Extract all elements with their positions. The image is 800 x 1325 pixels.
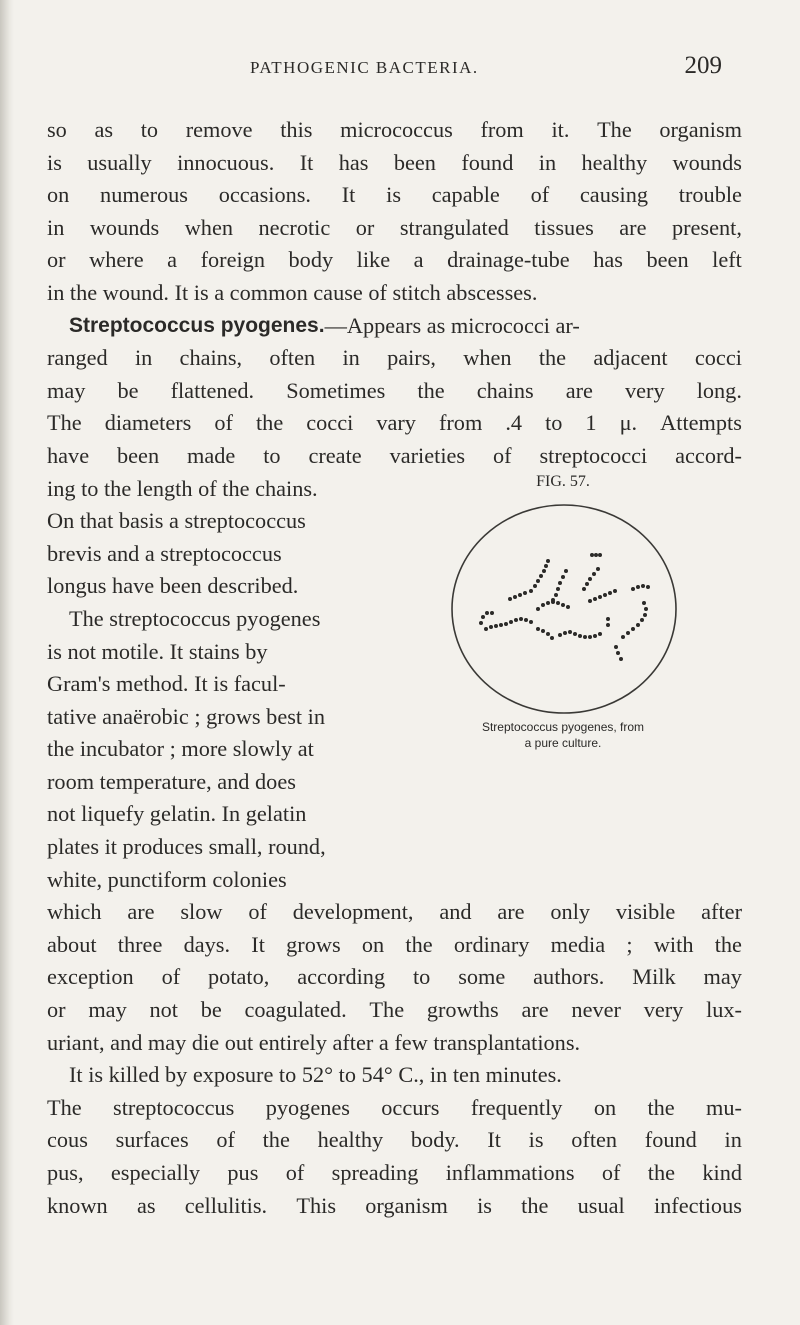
text-line-narrow: not liquefy gelatin. In gelatin: [47, 801, 307, 827]
section-first-line: [47, 310, 742, 343]
text-line: or may not be coagulated. The growths are never very lux-: [47, 997, 742, 1023]
text-line-narrow: The streptococcus pyogenes: [69, 605, 321, 631]
text-line: or where a foreign body like a drainage-tube has been left: [47, 247, 742, 273]
text-line-narrow: white, punctiform colonies: [47, 866, 287, 892]
text-line: exception of potato, according to some authors. Milk may: [47, 964, 742, 990]
text-line-narrow: longus have been described.: [47, 573, 299, 599]
text-line-narrow: brevis and a streptococcus: [47, 540, 282, 566]
microscope-field-circle: [452, 505, 676, 713]
figure-57: [418, 473, 708, 773]
text-line-narrow: Gram's method. It is facul-: [47, 671, 286, 697]
text-line: The diameters of the cocci vary from .4 to 1 μ. Attempts: [47, 410, 742, 436]
text-line-narrow: room temperature, and does: [47, 768, 296, 794]
text-line: is usually innocuous. It has been found in healthy wounds: [47, 149, 742, 175]
text-line: ranged in chains, often in pairs, when the adjacent cocci: [47, 345, 742, 371]
text-line-narrow: On that basis a streptococcus: [47, 508, 306, 534]
text-line: It is killed by exposure to 52° to 54° C., in ten minutes.: [69, 1062, 562, 1088]
text-line: in wounds when necrotic or strangulated tissues are present,: [47, 214, 742, 240]
text-line: which are slow of development, and are only visible after: [47, 899, 742, 925]
text-line-narrow: plates it produces small, round,: [47, 834, 326, 860]
text-line: about three days. It grows on the ordinary media ; with the: [47, 931, 742, 957]
text-line-narrow: the incubator ; more slowly at: [47, 736, 314, 762]
page-number: 209: [684, 52, 722, 79]
text-line: may be flattened. Sometimes the chains are very long.: [47, 377, 742, 403]
page-edge-shadow: [0, 0, 14, 1325]
text-line: so as to remove this micrococcus from it. The organism: [47, 117, 742, 142]
figure-label: FIG. 57.: [536, 473, 590, 490]
section-heading: Streptococcus pyogenes.: [69, 313, 325, 337]
section-first-line-rest: —Appears as micrococci ar-: [324, 312, 580, 338]
text-line-narrow: is not motile. It stains by: [47, 638, 268, 664]
text-line: have been made to create varieties of streptococci accord-: [47, 442, 742, 468]
text-line-narrow: ing to the length of the chains.: [47, 475, 318, 501]
running-head: [250, 52, 722, 88]
text-line: known as cellulitis. This organism is the usual infectious: [47, 1192, 742, 1218]
running-title: PATHOGENIC BACTERIA.: [250, 58, 479, 77]
text-line: The streptococcus pyogenes occurs frequently on the mu-: [47, 1094, 742, 1120]
figure-caption: [418, 719, 708, 751]
text-line: cous surfaces of the healthy body. It is often found in: [47, 1127, 742, 1153]
figure-caption-line: a pure culture.: [524, 736, 602, 750]
text-line: uriant, and may die out entirely after a few transplantations.: [47, 1029, 581, 1055]
figure-caption-line: Streptococcus pyogenes, from: [481, 720, 645, 734]
text-line: on numerous occasions. It is capable of causing trouble: [47, 182, 742, 208]
cocci-chains: [479, 553, 650, 661]
streptococcus-micrograph: [448, 501, 680, 717]
text-line-narrow: tative anaërobic ; grows best in: [47, 703, 326, 729]
text-line: pus, especially pus of spreading inflammations of the kind: [47, 1160, 742, 1185]
text-line: in the wound. It is a common cause of stitch abscesses.: [47, 279, 538, 305]
